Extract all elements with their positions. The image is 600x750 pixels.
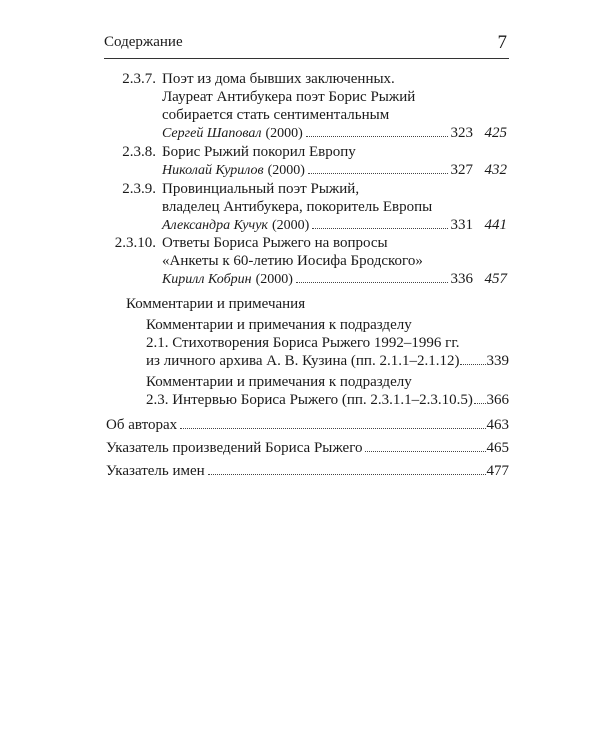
entry-title-line: Ответы Бориса Рыжего на вопросы (162, 235, 388, 251)
entry-author: Николай Курилов (162, 163, 264, 178)
entry-title-line: Лауреат Антибукера поэт Борис Рыжий (162, 89, 416, 105)
comment-title-line: Комментарии и примечания к подразделу (146, 317, 412, 333)
entry-title-line: собирается стать сентиментальным (162, 107, 390, 123)
back-entry-page: 465 (486, 440, 509, 456)
entry-author: Сергей Шаповал (162, 126, 262, 141)
back-entry-page: 463 (486, 417, 509, 433)
comments-title: Комментарии и примечания (126, 296, 306, 312)
back-entry-page: 477 (486, 463, 509, 479)
header-rule (104, 58, 509, 59)
entry-author: Александра Кучук (162, 218, 268, 233)
leader-dots (308, 173, 448, 174)
entry-original-page: 457 (484, 271, 507, 287)
leader-dots (474, 403, 486, 404)
page-number: 7 (497, 32, 507, 53)
leader-dots (306, 136, 448, 137)
back-entry-label: Об авторах (106, 417, 178, 433)
toc-back-entry (106, 462, 509, 480)
entry-original-page: 432 (484, 162, 507, 178)
comment-title-line: 2.1. Стихотворения Бориса Рыжего 1992–1996 гг. (146, 335, 460, 351)
entry-number: 2.3.8. (122, 144, 156, 160)
back-entry-label: Указатель имен (106, 463, 205, 479)
leader-dots (208, 474, 486, 475)
entry-number: 2.3.10. (114, 235, 156, 251)
leader-dots (296, 282, 448, 283)
comment-page: 366 (486, 392, 509, 408)
entry-year: (2000) (271, 218, 310, 233)
entry-author: Кирилл Кобрин (162, 272, 252, 287)
entry-author-line (162, 270, 473, 289)
entry-author-line (162, 124, 473, 143)
comment-title-line: Комментарии и примечания к подразделу (146, 374, 412, 390)
entry-number: 2.3.9. (122, 181, 156, 197)
comment-last-line (146, 391, 509, 409)
entry-title-line: Провинциальный поэт Рыжий, (162, 181, 360, 197)
entry-author-line (162, 216, 473, 235)
entry-original-page: 425 (484, 125, 507, 141)
header-title: Содержание (104, 34, 183, 50)
entry-page: 323 (450, 125, 473, 141)
leader-dots (460, 364, 485, 365)
comment-page: 339 (486, 353, 509, 369)
entry-title-line: «Анкеты к 60-летию Иосифа Бродского» (162, 253, 423, 269)
entry-number: 2.3.7. (122, 71, 156, 87)
leader-dots (180, 428, 485, 429)
entry-page: 331 (450, 217, 473, 233)
entry-title-line: Поэт из дома бывших заключенных. (162, 71, 395, 87)
entry-author-line (162, 161, 473, 180)
comment-title-line: 2.3. Интервью Бориса Рыжего (пп. 2.3.1.1–2.3.10.5) (146, 392, 473, 408)
leader-dots (365, 451, 485, 452)
entry-title-line: Борис Рыжий покорил Европу (162, 144, 356, 160)
entry-title-line: владелец Антибукера, покоритель Европы (162, 199, 433, 215)
back-entry-label: Указатель произведений Бориса Рыжего (106, 440, 363, 456)
toc-back-entry (106, 439, 509, 457)
comment-title-line: из личного архива А. В. Кузина (пп. 2.1.1–2.1.12) (146, 353, 460, 369)
entry-page: 336 (450, 271, 473, 287)
entry-year: (2000) (267, 163, 305, 178)
entry-year: (2000) (255, 272, 293, 287)
comment-last-line (146, 352, 509, 370)
toc-back-entry (106, 416, 509, 434)
entry-page: 327 (450, 162, 473, 178)
entry-year: (2000) (265, 126, 303, 141)
entry-original-page: 441 (484, 217, 507, 233)
leader-dots (312, 228, 447, 229)
